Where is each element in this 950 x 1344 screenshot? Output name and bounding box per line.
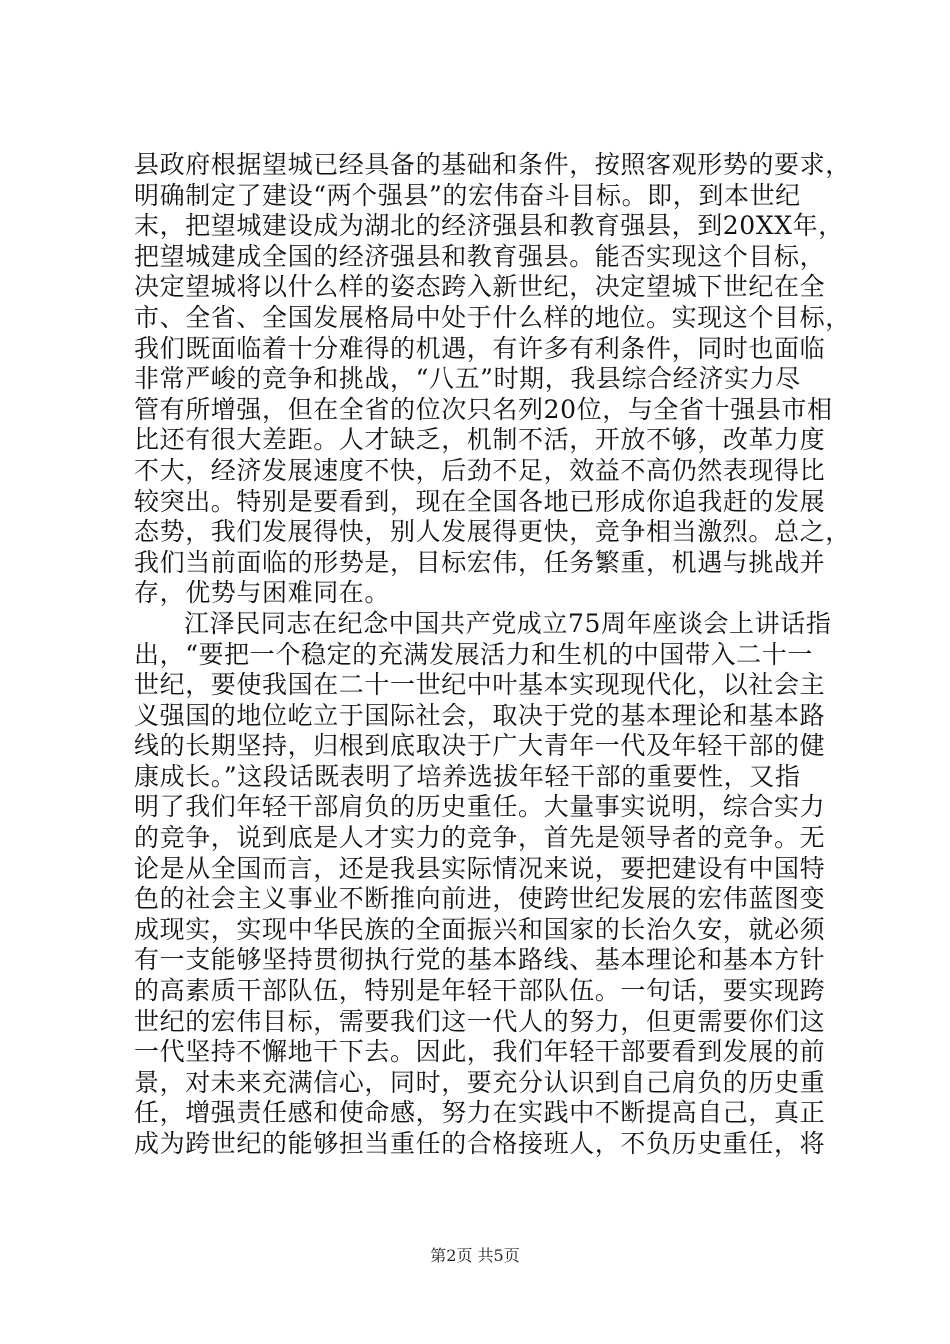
text-line: 有一支能够坚持贯彻执行党的基本路线、基本理论和基本方针 [134, 945, 826, 975]
text-line: 存，优势与困难同在。 [134, 578, 391, 608]
paragraph [134, 150, 851, 609]
text-line: 管有所增强，但在全省的位次只名列20位，与全省十强县市相 [134, 394, 833, 424]
page-footer: 第2页 共5页 [430, 1246, 520, 1265]
text-line: 世纪的宏伟目标，需要我们这一代人的努力，但更需要你们这 [134, 1006, 826, 1036]
text-line: 一代坚持不懈地干下去。因此，我们年轻干部要看到发展的前 [134, 1037, 826, 1067]
text-line: 态势，我们发展得快，别人发展得更快，竞争相当激烈。总之， [134, 517, 851, 547]
text-line: 决定望城将以什么样的姿态跨入新世纪，决定望城下世纪在全 [134, 272, 826, 302]
text-line: 市、全省、全国发展格局中处于什么样的地位。实现这个目标， [134, 302, 851, 332]
text-line: 明了我们年轻干部肩负的历史重任。大量事实说明，综合实力 [134, 792, 826, 822]
text-line: 景，对未来充满信心，同时，要充分认识到自己肩负的历史重 [134, 1067, 826, 1097]
text-line: 县政府根据望城已经具备的基础和条件，按照客观形势的要求， [134, 150, 851, 179]
text-line: 康成长。”这段话既表明了培养选拔年轻干部的重要性，又指 [134, 761, 801, 791]
text-line: 成为跨世纪的能够担当重任的合格接班人，不负历史重任，将 [134, 1129, 826, 1158]
text-line: 江泽民同志在纪念中国共产党成立75周年座谈会上讲话指 [184, 608, 832, 638]
text-line: 色的社会主义事业不断推向前进，使跨世纪发展的宏伟蓝图变 [134, 884, 826, 914]
text-line: 世纪，要使我国在二十一世纪中叶基本实现现代化，以社会主 [134, 670, 826, 700]
text-line: 我们既面临着十分难得的机遇，有许多有利条件，同时也面临 [134, 333, 826, 363]
text-line: 非常严峻的竞争和挑战，“八五”时期，我县综合经济实力尽 [134, 364, 801, 394]
text-line: 末，把望城建设成为湖北的经济强县和教育强县，到20XX年， [134, 211, 844, 241]
text-line: 义强国的地位屹立于国际社会，取决于党的基本理论和基本路 [134, 700, 826, 730]
text-line: 明确制定了建设“两个强县”的宏伟奋斗目标。即，到本世纪 [134, 180, 801, 210]
text-line: 把望城建成全国的经济强县和教育强县。能否实现这个目标， [134, 241, 826, 271]
text-line: 的竞争，说到底是人才实力的竞争，首先是领导者的竞争。无 [134, 823, 826, 853]
text-line: 任，增强责任感和使命感，努力在实践中不断提高自己，真正 [134, 1098, 826, 1128]
text-line: 成现实，实现中华民族的全面振兴和国家的长治久安，就必须 [134, 914, 826, 944]
text-line: 我们当前面临的形势是，目标宏伟，任务繁重，机遇与挑战并 [134, 547, 826, 577]
text-line: 论是从全国而言，还是我县实际情况来说，要把建设有中国特 [134, 853, 826, 883]
paragraph [134, 609, 834, 1160]
text-line: 的高素质干部队伍，特别是年轻干部队伍。一句话，要实现跨 [134, 976, 826, 1006]
text-line: 出，“要把一个稳定的充满发展活力和生机的中国带入二十一 [134, 639, 813, 669]
text-line: 线的长期坚持，归根到底取决于广大青年一代及年轻干部的健 [134, 731, 826, 761]
body-text [134, 150, 851, 1160]
text-line: 较突出。特别是要看到，现在全国各地已形成你追我赶的发展 [134, 486, 826, 516]
text-line: 比还有很大差距。人才缺乏，机制不活，开放不够，改革力度 [134, 425, 826, 455]
text-line: 不大，经济发展速度不快，后劲不足，效益不高仍然表现得比 [134, 455, 826, 485]
